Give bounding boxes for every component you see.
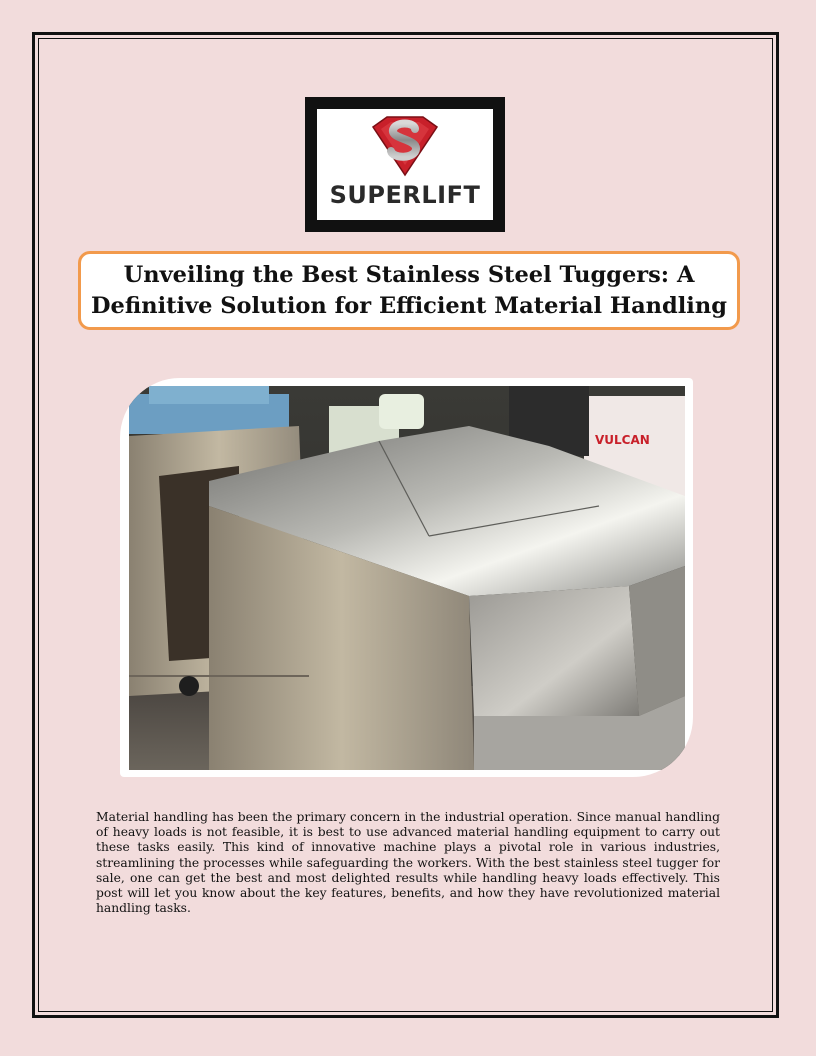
superlift-logo (305, 97, 505, 232)
title-banner (78, 251, 740, 330)
page-title: Unveiling the Best Stainless Steel Tuggers: A Definitive Solution for Efficient Material Handling (91, 261, 727, 319)
tugger-photo (120, 378, 693, 777)
superlift-emblem-icon (369, 113, 441, 179)
logo-panel (317, 109, 493, 220)
logo-brand-text: SUPERLIFT (329, 181, 481, 209)
stainless-tugger-image (129, 386, 685, 770)
intro-paragraph: Material handling has been the primary concern in the industrial operation. Since manual handling of heavy loads is not feasible, it is best to use advanced material handling equipment to carry out these tasks easily. This kind of innovative machine plays a pivotal role in various industries, streamlining the processes while safeguarding the workers. With the best stainless steel tugger for sale, one can get the best and most delighted results while handling heavy loads effectively. This post will let you know about the key features, benefits, and how they have revolutionized material handling tasks. (96, 810, 720, 916)
vulcan-box-label: VULCAN (595, 433, 650, 447)
